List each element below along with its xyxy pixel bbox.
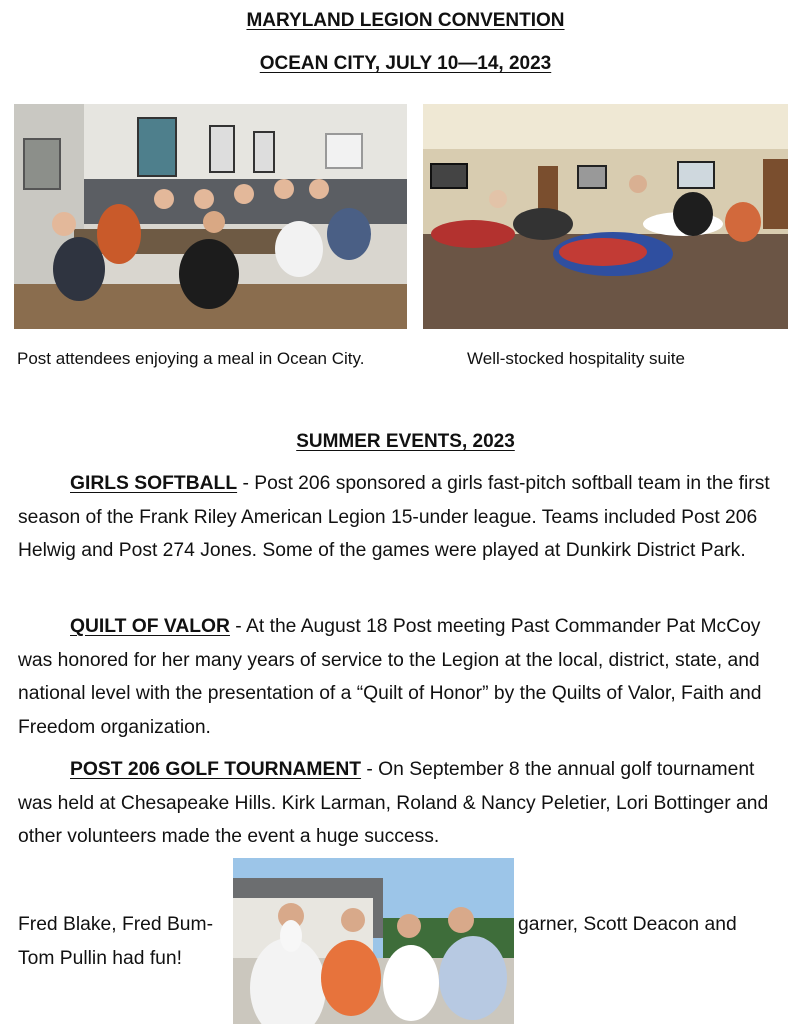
- restaurant-photo-caption: Post attendees enjoying a meal in Ocean City.: [17, 349, 365, 368]
- page-title: MARYLAND LEGION CONVENTION: [246, 10, 565, 31]
- section-title: SUMMER EVENTS, 2023: [296, 431, 515, 452]
- golf-caption-left: Fred Blake, Fred Bum- Tom Pullin had fun!: [18, 914, 214, 969]
- event-body: - On September 8 the annual golf tournament was held at Chesapeake Hills. Kirk Larman, Roland & Nancy Peletier, Lori Bottinger and other volunteers made the event a huge success.: [18, 759, 769, 848]
- banquet-room-photo: [423, 104, 788, 329]
- event-golf-tournament: [18, 753, 788, 854]
- golfers-photo: [233, 858, 514, 1024]
- event-softball: [18, 467, 788, 568]
- event-body: - Post 206 sponsored a girls fast-pitch softball team in the first season of the Frank Riley American Legion 15-under league. Teams included Post 206 Helwig and Post 274 Jones. Some of the games were played at Dunkirk District Park.: [18, 473, 770, 562]
- golf-photo-section: [0, 856, 811, 1024]
- event-heading: POST 206 GOLF TOURNAMENT: [70, 759, 362, 780]
- event-heading: QUILT OF VALOR: [70, 616, 230, 637]
- event-heading: GIRLS SOFTBALL: [70, 473, 238, 494]
- event-quilt-of-valor: [18, 610, 788, 745]
- golf-caption-right: garner, Scott Deacon and: [518, 914, 737, 935]
- suite-photo-caption: Well-stocked hospitality suite: [467, 349, 685, 368]
- page-subtitle: OCEAN CITY, JULY 10—14, 2023: [259, 53, 552, 74]
- event-body: - At the August 18 Post meeting Past Commander Pat McCoy was honored for her many years of service to the Legion at the local, district, state, and national level with the presentation of a “Quilt of Honor” by the Quilts of Valor, Faith and Freedom organization.: [18, 616, 762, 739]
- restaurant-photo: [14, 104, 407, 329]
